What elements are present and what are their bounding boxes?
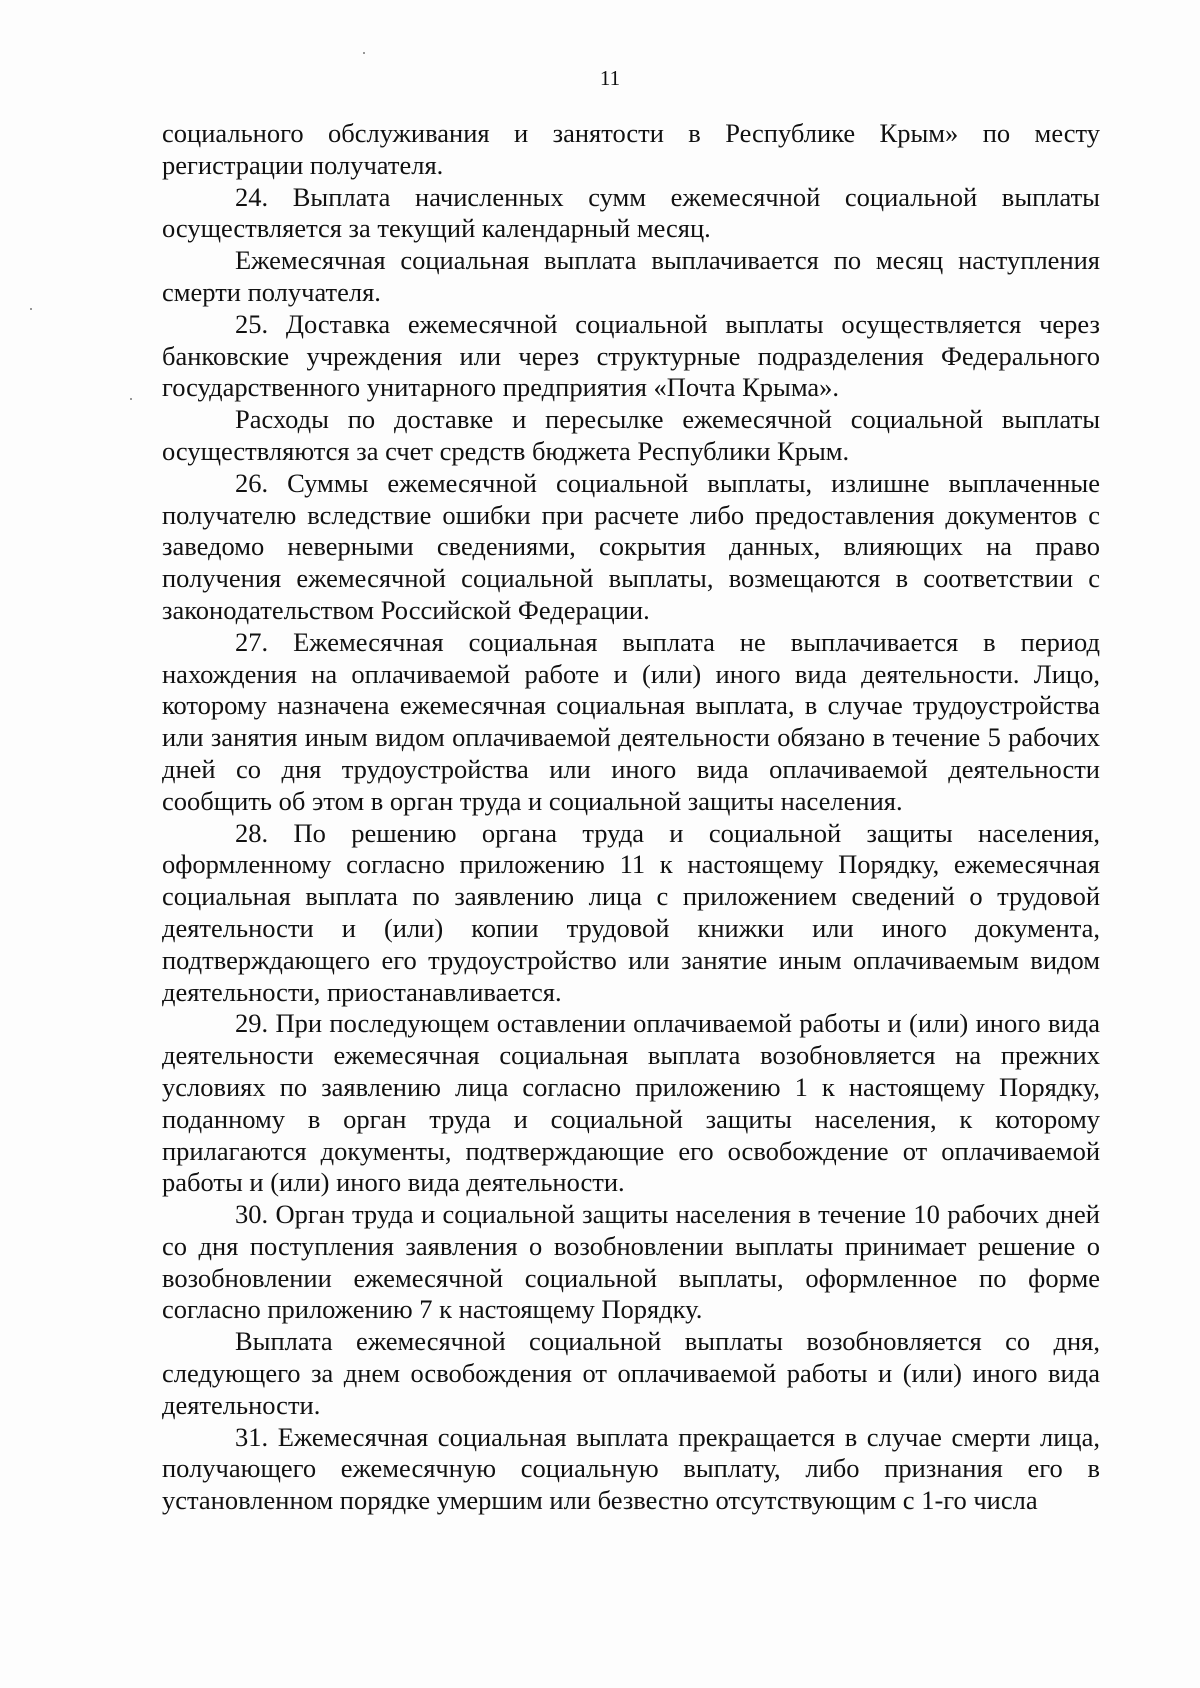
paragraph-25: 25. Доставка ежемесячной социальной выплаты осуществляется через банковские учреждения или через структурные подразделения Федерального государственного унитарного предприятия «Почта Крыма». [162,308,1100,403]
scan-speck [363,52,365,54]
scan-speck [130,398,132,400]
paragraph-30-resumption: Выплата ежемесячной социальной выплаты возобновляется со дня, следующего за днем освобождения от оплачиваемой работы и (или) иного вида деятельности. [162,1326,1100,1420]
page-number: 11 [599,66,621,90]
paragraph-25-expenses: Расходы по доставке и пересылке ежемесячной социальной выплаты осуществляются за счет средств бюджета Республики Крым. [162,404,1100,466]
document-body [162,118,1100,1517]
scan-speck [30,308,32,310]
paragraph-28: 28. По решению органа труда и социальной защиты населения, оформленному согласно приложению 11 к настоящему Порядку, ежемесячная социальная выплата по заявлению лица с приложением сведений о трудовой деятельности и (или) копии трудовой книжки или иного документа, подтверждающего его трудоустройство или занятие иным оплачиваемым видом деятельности, приостанавливается. [162,817,1100,1007]
paragraph-26: 26. Суммы ежемесячной социальной выплаты, излишне выплаченные получателю вследствие ошибки при расчете либо предоставления документов с заведомо неверными сведениями, сокрытия данных, влияющих на право получения ежемесячной социальной выплаты, возмещаются в соответствии с законодательством Российской Федерации. [162,467,1100,625]
paragraph-24: 24. Выплата начисленных сумм ежемесячной социальной выплаты осуществляется за текущий календарный месяц. [162,181,1100,244]
paragraph-27: 27. Ежемесячная социальная выплата не выплачивается в период нахождения на оплачиваемой работе и (или) иного вида деятельности. Лицо, которому назначена ежемесячная социальная выплата, в случае трудоустройства или занятия иным видом оплачиваемой деятельности обязано в течение 5 рабочих дней со дня трудоустройства или иного вида оплачиваемой деятельности сообщить об этом в орган труда и социальной защиты населения. [162,626,1100,816]
paragraph-31: 31. Ежемесячная социальная выплата прекращается в случае смерти лица, получающего ежемесячную социальную выплату, либо признания его в установленном порядке умершим или безвестно отсутствующим с 1-го числа [162,1421,1100,1516]
paragraph-24-payment-month: Ежемесячная социальная выплата выплачивается по месяц наступления смерти получателя. [162,245,1100,307]
paragraph-continuation: социального обслуживания и занятости в Республике Крым» по месту регистрации получателя. [162,118,1100,180]
paragraph-29: 29. При последующем оставлении оплачиваемой работы и (или) иного вида деятельности ежемесячная социальная выплата возобновляется на прежних условиях по заявлению лица согласно приложению 1 к настоящему Порядку, поданному в орган труда и социальной защиты населения, к которому прилагаются документы, подтверждающие его освобождение от оплачиваемой работы и (или) иного вида деятельности. [162,1008,1100,1198]
paragraph-30: 30. Орган труда и социальной защиты населения в течение 10 рабочих дней со дня поступления заявления о возобновлении выплаты принимает решение о возобновлении ежемесячной социальной выплаты, оформленное по форме согласно приложению 7 к настоящему Порядку. [162,1199,1100,1325]
